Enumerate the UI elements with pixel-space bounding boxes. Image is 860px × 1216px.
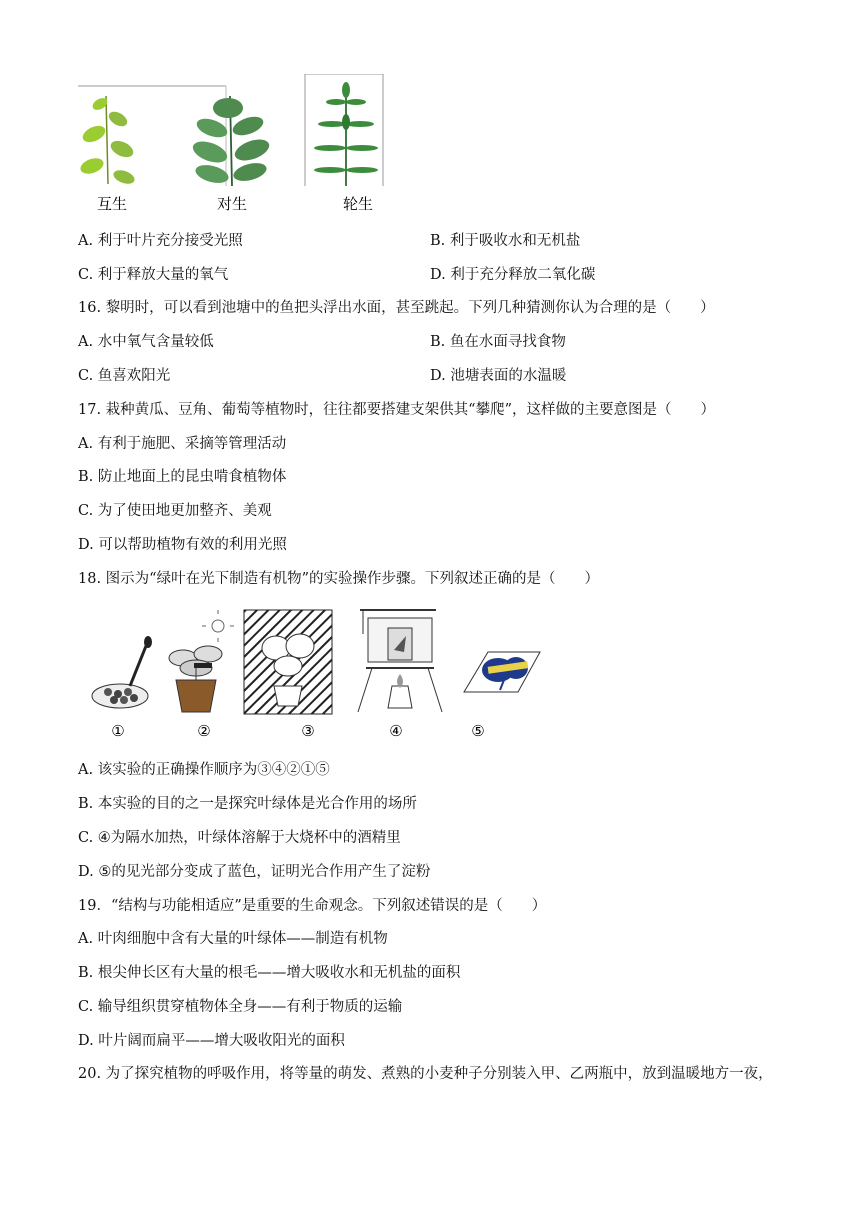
opposite-leaf-plant <box>190 96 272 186</box>
step1-label: ① <box>111 722 125 740</box>
q17-option-a: A. 有利于施肥、采摘等管理活动 <box>78 436 287 452</box>
label-whorled: 轮生 <box>342 195 374 213</box>
q17-stem: 17. 栽种黄瓜、豆角、葡萄等植物时，往往都要搭建支架供其“攀爬”，这样做的主要意图是（ ） <box>78 402 715 418</box>
q16-option-a: A. 水中氧气含量较低 <box>78 334 214 350</box>
q18-option-a: A. 该实验的正确操作顺序为③④②①⑤ <box>78 762 330 778</box>
label-opposite: 对生 <box>216 195 248 213</box>
q18-option-b: B. 本实验的目的之一是探究叶绿体是光合作用的场所 <box>78 796 417 812</box>
step3-dark-box <box>244 610 332 714</box>
q16-option-b: B. 鱼在水面寻找食物 <box>430 334 566 350</box>
step5-iodine-leaf <box>464 652 540 692</box>
q17-option-b: B. 防止地面上的昆虫啃食植物体 <box>78 469 287 485</box>
q20-stem: 20. 为了探究植物的呼吸作用，将等量的萌发、煮熟的小麦种子分别装入甲、乙两瓶中，放到温暖地方一夜， <box>78 1066 773 1082</box>
q16-option-c: C. 鱼喜欢阳光 <box>78 368 171 384</box>
q19-option-d: D. 叶片阔而扁平——增大吸收阳光的面积 <box>78 1033 345 1049</box>
step3-label: ③ <box>301 722 315 740</box>
experiment-steps-figure <box>88 608 548 743</box>
q16-option-d: D. 池塘表面的水温暖 <box>430 368 567 384</box>
q18-option-c: C. ④为隔水加热，叶绿体溶解于大烧杯中的酒精里 <box>78 830 401 846</box>
q17-option-c: C. 为了使田地更加整齐、美观 <box>78 503 272 519</box>
step4-water-bath <box>358 610 442 712</box>
q18-stem: 18. 图示为“绿叶在光下制造有机物”的实验操作步骤。下列叙述正确的是（ ） <box>78 571 599 587</box>
step2-potted-plant-sun <box>169 610 234 712</box>
step1-dish-dropper <box>92 636 152 708</box>
q15-option-a: A. 利于叶片充分接受光照 <box>78 233 243 249</box>
q17-option-d: D. 可以帮助植物有效的利用光照 <box>78 537 287 553</box>
q19-stem: 19．“结构与功能相适应”是重要的生命观念。下列叙述错误的是（ ） <box>78 898 547 914</box>
step4-label: ④ <box>389 722 403 740</box>
q19-option-c: C. 输导组织贯穿植物体全身——有利于物质的运输 <box>78 999 403 1015</box>
q18-option-d: D. ⑤的见光部分变成了蓝色，证明光合作用产生了淀粉 <box>78 864 431 880</box>
step5-label: ⑤ <box>471 722 485 740</box>
leaf-arrangement-figure <box>78 74 418 214</box>
whorled-leaf-plant <box>314 82 378 186</box>
alternate-leaf-plant <box>78 96 136 187</box>
label-alternate: 互生 <box>96 195 128 213</box>
q15-option-d: D. 利于充分释放二氧化碳 <box>430 267 596 283</box>
q15-option-c: C. 利于释放大量的氧气 <box>78 267 229 283</box>
q15-option-b: B. 利于吸收水和无机盐 <box>430 233 581 249</box>
q19-option-a: A. 叶肉细胞中含有大量的叶绿体——制造有机物 <box>78 931 388 947</box>
q19-option-b: B. 根尖伸长区有大量的根毛——增大吸收水和无机盐的面积 <box>78 965 461 981</box>
q16-stem: 16. 黎明时，可以看到池塘中的鱼把头浮出水面，甚至跳起。下列几种猜测你认为合理的是（ ） <box>78 300 715 316</box>
step2-label: ② <box>197 722 211 740</box>
